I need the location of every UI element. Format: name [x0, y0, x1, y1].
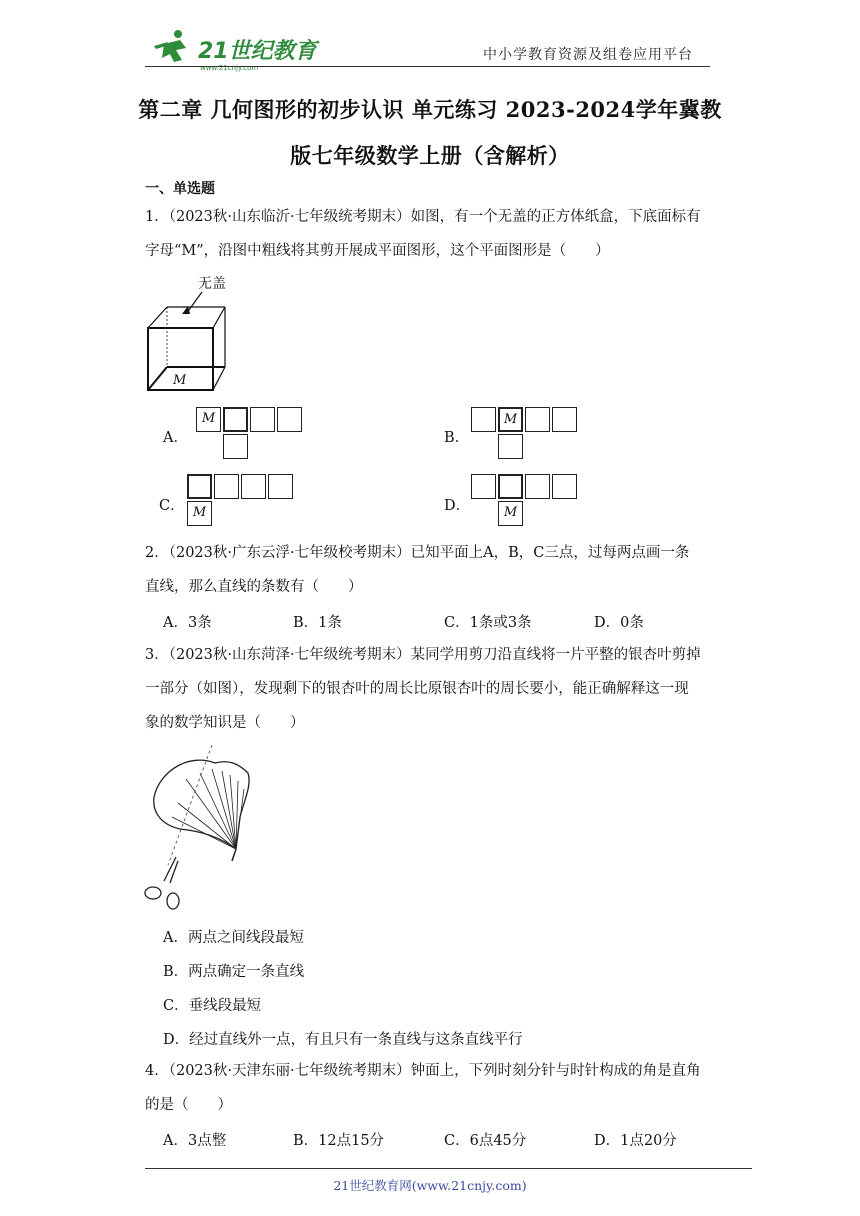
net-face [223, 407, 248, 432]
ginkgo-leaf-figure [140, 745, 260, 915]
q3-option-c[interactable]: C．垂线段最短 [163, 998, 262, 1014]
net-face [187, 474, 212, 499]
q2-option-d[interactable]: D．0条 [594, 615, 644, 631]
q3-option-b[interactable]: B．两点确定一条直线 [163, 964, 305, 980]
page-title-line1: 第二章 几何图形的初步认识 单元练习 2023-2024学年冀教 [138, 97, 722, 122]
q1-line2: 字母“M”，沿图中粗线将其剪开展成平面图形，这个平面图形是（ ） [145, 243, 610, 259]
net-face [268, 474, 293, 499]
q4-line2: 的是（ ） [145, 1097, 232, 1113]
header-divider [145, 66, 710, 67]
q1-option-c-net[interactable] [187, 474, 297, 530]
net-face [525, 474, 550, 499]
net-face [525, 407, 550, 432]
q4-option-d[interactable]: D．1点20分 [594, 1133, 677, 1149]
q3-line3: 象的数学知识是（ ） [145, 715, 305, 731]
footer-link[interactable]: 21世纪教育网(www.21cnjy.com) [333, 1178, 527, 1193]
q2-line1: 2．（2023秋·广东云浮·七年级校考期末）已知平面上A，B，C三点，过每两点画一条 [145, 545, 690, 561]
q1-option-d-label: D． [444, 498, 471, 514]
net-face-m: M [196, 407, 221, 432]
q3-option-a[interactable]: A．两点之间线段最短 [163, 930, 304, 946]
cube-face-letter: M [173, 373, 187, 388]
open-cube-figure [140, 270, 250, 395]
cube-label: 无盖 [198, 276, 226, 292]
q1-line1: 1．（2023秋·山东临沂·七年级统考期末）如图，有一个无盖的正方体纸盒，下底面标有 [145, 209, 701, 225]
net-face [241, 474, 266, 499]
q1-option-a-net[interactable] [196, 407, 306, 463]
net-face [498, 434, 523, 459]
q1-option-d-net[interactable] [471, 474, 581, 530]
q4-line1: 4．（2023秋·天津东丽·七年级统考期末）钟面上，下列时刻分针与时针构成的角是直角 [145, 1063, 701, 1079]
q3-line2: 一部分（如图），发现剩下的银杏叶的周长比原银杏叶的周长要小，能正确解释这一现 [145, 681, 689, 697]
q2-option-c[interactable]: C．1条或3条 [444, 615, 532, 631]
page-title-line2: 版七年级数学上册（含解析） [290, 143, 570, 168]
net-face-m: M [498, 407, 523, 432]
net-face [471, 407, 496, 432]
net-face [277, 407, 302, 432]
q2-option-a[interactable]: A．3条 [163, 615, 212, 631]
q4-option-b[interactable]: B．12点15分 [293, 1133, 385, 1149]
q2-option-b[interactable]: B．1条 [293, 615, 342, 631]
footer-divider [145, 1168, 752, 1169]
q4-option-c[interactable]: C．6点45分 [444, 1133, 527, 1149]
platform-name: 中小学教育资源及组卷应用平台 [483, 47, 693, 63]
net-face [250, 407, 275, 432]
q3-option-d[interactable]: D．经过直线外一点，有且只有一条直线与这条直线平行 [163, 1032, 523, 1048]
net-face-m: M [187, 501, 212, 526]
net-face-m: M [498, 501, 523, 526]
q1-option-c-label: C． [159, 498, 185, 514]
net-face [498, 474, 523, 499]
logo-text: 21世纪教育 [198, 39, 317, 64]
net-face [471, 474, 496, 499]
q1-option-b-net[interactable] [471, 407, 581, 463]
net-face [552, 474, 577, 499]
q4-option-a[interactable]: A．3点整 [163, 1133, 227, 1149]
section-heading: 一、单选题 [145, 181, 215, 197]
q3-line1: 3．（2023秋·山东菏泽·七年级统考期末）某同学用剪刀沿直线将一片平整的银杏叶剪掉 [145, 647, 701, 663]
q1-option-a-label: A． [163, 430, 188, 446]
net-face [223, 434, 248, 459]
q1-option-b-label: B． [444, 430, 470, 446]
q2-line2: 直线，那么直线的条数有（ ） [145, 579, 363, 595]
net-face [214, 474, 239, 499]
logo-url: www.21cnjy.com [200, 64, 259, 72]
net-face [552, 407, 577, 432]
